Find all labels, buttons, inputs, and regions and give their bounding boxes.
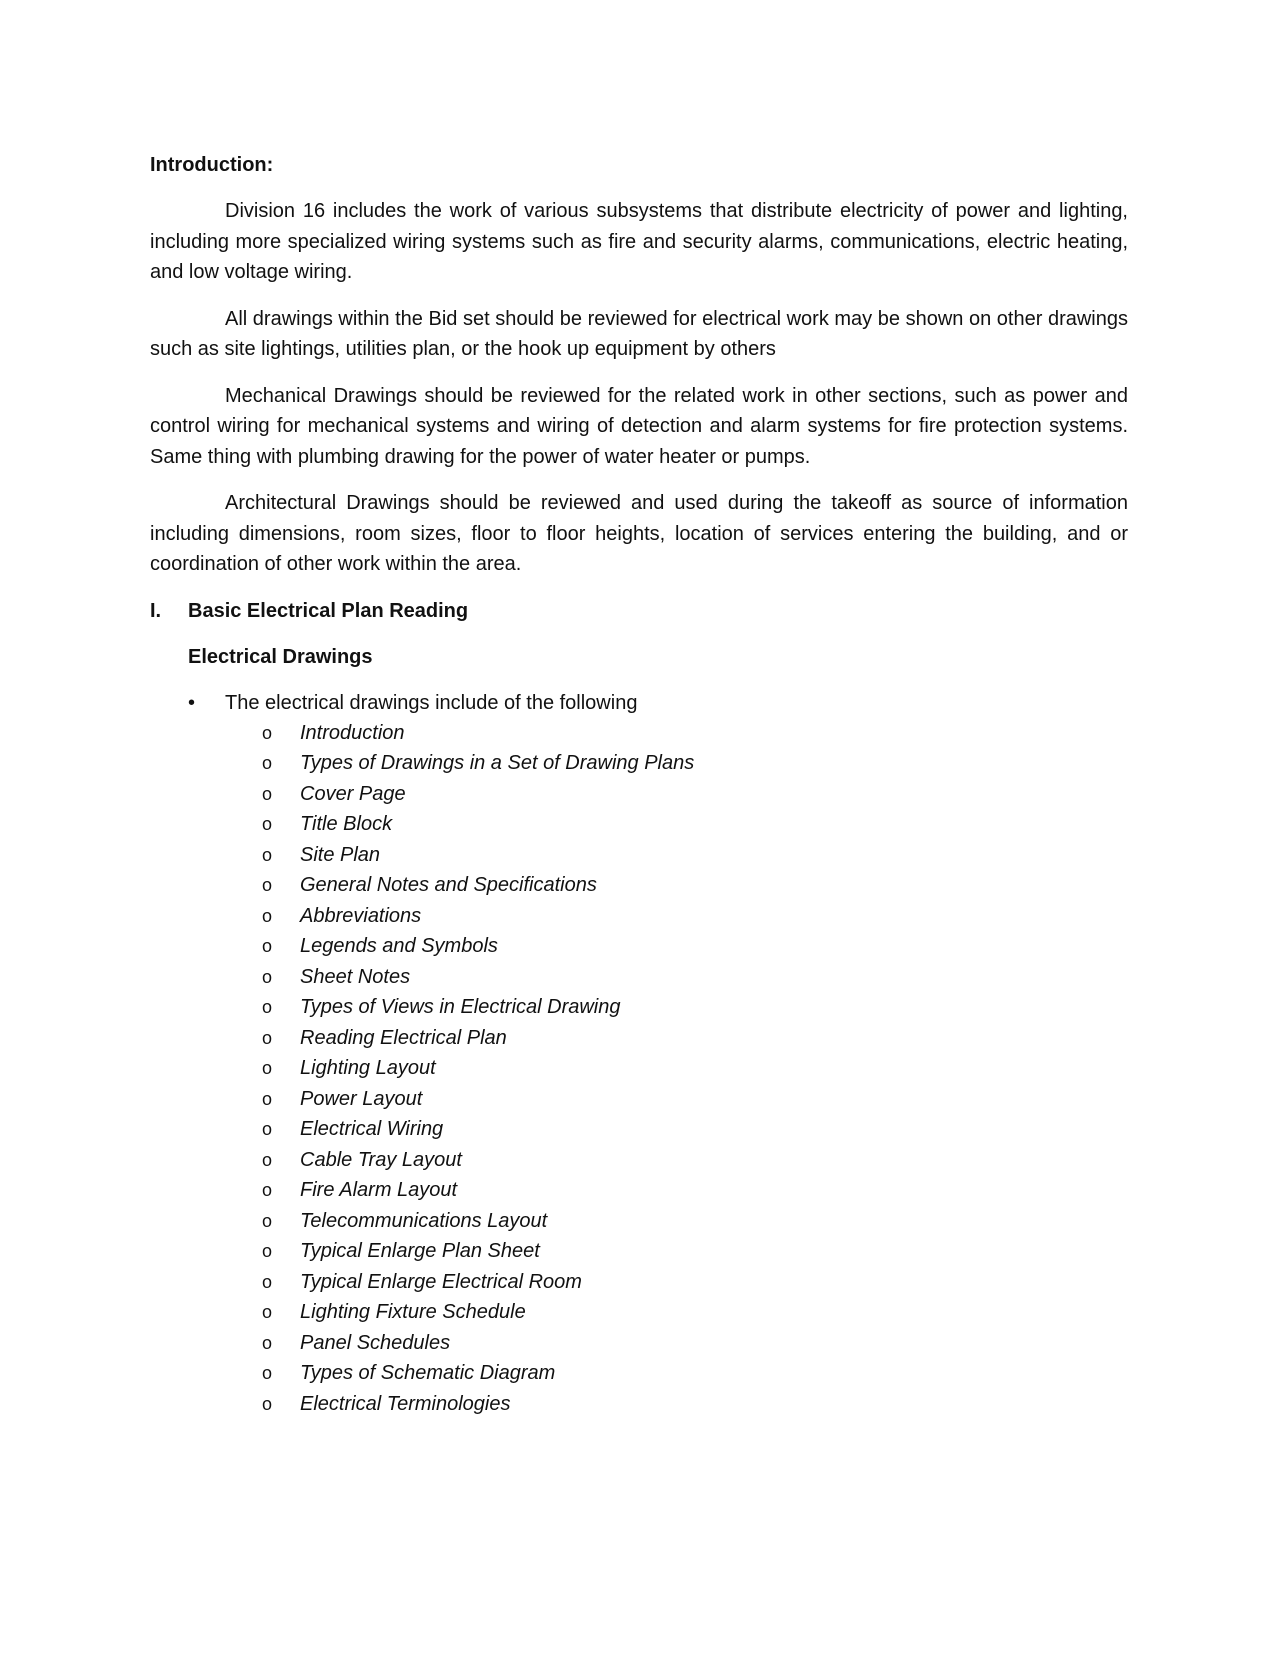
circle-bullet-icon: o [262,1119,273,1139]
list-item-text: Title Block [300,813,393,835]
circle-bullet-icon: o [262,1058,273,1078]
list-item [262,962,1128,993]
list-item [262,1114,1128,1145]
list-item [262,870,1128,901]
circle-bullet-icon: o [262,1332,273,1353]
circle-bullet-icon: o [262,1363,273,1383]
list-item [262,1145,1128,1176]
list-item-text: Panel Schedules [300,1331,451,1354]
list-item-text: Electrical Wiring [300,1118,444,1140]
list-item [262,748,1128,779]
list-item [262,1389,1128,1420]
list-item-text: Lighting Layout [300,1057,436,1079]
list-item-text: Reading Electrical Plan [300,1026,507,1049]
list-item-text: Telecommunications Layout [300,1209,548,1232]
section-title: Basic Electrical Plan Reading [188,599,469,622]
intro-paragraph: Mechanical Drawings should be reviewed for the related work in other sections, such as power and control wiring for mechanical systems and wiring of detection and alarm systems for fire protection systems. Same thing with plumbing drawing for the power of water heater or pumps. [150,384,1128,468]
circle-bullet-icon: o [262,753,273,773]
list-item [262,840,1128,871]
circle-bullet-icon: o [262,722,273,743]
list-item [262,901,1128,932]
list-item [262,718,1128,749]
list-item-text: Legends and Symbols [300,935,498,957]
list-item-text: Cover Page [300,782,406,805]
circle-bullet-icon: o [262,1210,273,1231]
list-item [262,1206,1128,1237]
intro-paragraph: Division 16 includes the work of various subsystems that distribute electricity of power and lighting, including more specialized wiring systems such as fire and security alarms, communications, electric heating, and low voltage wiring. [150,200,1128,283]
list-item [262,779,1128,810]
circle-bullet-icon: o [262,1149,273,1170]
list-item-text: Types of Views in Electrical Drawing [300,996,621,1018]
list-item [262,1023,1128,1054]
circle-bullet-icon: o [262,1271,273,1292]
list-item-text: Abbreviations [300,904,422,927]
list-item [262,931,1128,962]
circle-bullet-icon: o [262,1088,273,1109]
list-item-text: General Notes and Specifications [300,874,597,896]
list-item [262,1175,1128,1206]
section-heading [150,596,1128,626]
list-item-text: Site Plan [300,843,381,866]
circle-bullet-icon: o [262,814,273,834]
drawing-contents-list [150,718,1128,1420]
circle-bullet-icon: o [262,1180,273,1200]
circle-bullet-icon: o [262,1393,273,1414]
list-item-text: Lighting Fixture Schedule [300,1301,526,1323]
intro-paragraph: Architectural Drawings should be reviewed and used during the takeoff as source of information including dimensions, room sizes, floor to floor heights, location of services entering the building, and or coordination of other work within the area. [150,492,1128,575]
bullet-text: The electrical drawings include of the following [225,691,638,714]
list-item [262,1236,1128,1267]
circle-bullet-icon: o [262,936,273,956]
list-item [262,1084,1128,1115]
circle-bullet-icon: o [262,1302,273,1322]
list-item [262,1328,1128,1359]
list-item-text: Power Layout [300,1087,423,1110]
list-item-text: Cable Tray Layout [300,1148,462,1171]
list-item [262,1267,1128,1298]
list-item-text: Typical Enlarge Electrical Room [300,1270,582,1293]
section-number: I. [150,599,162,622]
list-item-text: Types of Schematic Diagram [300,1362,556,1384]
subsection-heading: Electrical Drawings [188,645,373,668]
bullet-item [188,688,1128,718]
circle-bullet-icon: o [262,1027,273,1048]
list-item-text: Sheet Notes [300,965,411,988]
list-item-text: Introduction [300,721,405,744]
bullet-icon: • [188,691,196,714]
circle-bullet-icon: o [262,875,273,895]
list-item [262,1053,1128,1084]
list-item-text: Typical Enlarge Plan Sheet [300,1240,540,1262]
circle-bullet-icon: o [262,905,273,926]
intro-paragraph: All drawings within the Bid set should be reviewed for electrical work may be shown on other drawings such as site lightings, utilities plan, or the hook up equipment by others [150,307,1128,360]
circle-bullet-icon: o [262,1241,273,1261]
list-item-text: Types of Drawings in a Set of Drawing Plans [300,752,695,774]
intro-heading: Introduction: [150,154,274,176]
list-item [262,809,1128,840]
document-page [150,150,1128,1419]
list-item [262,1297,1128,1328]
circle-bullet-icon: o [262,966,273,987]
circle-bullet-icon: o [262,997,273,1017]
list-item-text: Electrical Terminologies [300,1392,511,1415]
circle-bullet-icon: o [262,844,273,865]
circle-bullet-icon: o [262,783,273,804]
list-item [262,992,1128,1023]
list-item-text: Fire Alarm Layout [300,1179,458,1201]
list-item [262,1358,1128,1389]
